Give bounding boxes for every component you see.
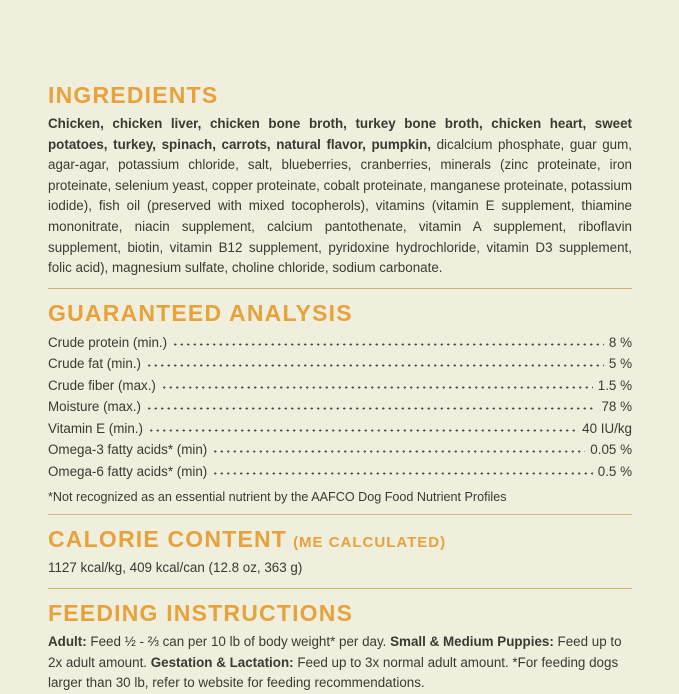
dotted-leader: [172, 333, 604, 347]
ingredients-secondary-list: dicalcium phosphate, guar gum, agar-agar, potassium chloride, salt, blueberries, cranberries, minerals (zinc proteinate, iron proteinate, selenium yeast, copper proteinate, cobalt proteinate, manganese proteinate, potassium iodide), fish oil (preserved with mixed tocopherols), vitamins (vitamin E supplement, thiamine mononitrate, niacin supplement, calcium pantothenate, vitamin A supplement, riboflavin supplement, biotin, vitamin B12 supplement, pyridoxine hydrochloride, vitamin D3 supplement, folic acid), magnesium sulfate, choline chloride, sodium carbonate.: [48, 136, 632, 276]
calorie-content-section: [48, 528, 632, 579]
analysis-row-moisture: [48, 396, 632, 418]
section-divider: [48, 588, 632, 589]
feeding-segment-adult-text: Feed ½ - ⅔ can per 10 lb of body weight* per day.: [86, 633, 391, 649]
analysis-row-value: 0.05 %: [590, 442, 632, 458]
feeding-segment-adult-label: Adult:: [48, 633, 87, 649]
calorie-content-title-text: CALORIE CONTENT: [48, 526, 288, 553]
analysis-row-value: 5 %: [608, 356, 632, 372]
ingredients-title: INGREDIENTS: [48, 82, 219, 108]
section-divider: [48, 514, 632, 515]
dotted-leader: [212, 462, 593, 476]
feeding-segment-gestation-label: Gestation & Lactation:: [150, 654, 294, 670]
feeding-segment-puppies-label: Small & Medium Puppies:: [390, 633, 554, 649]
ingredients-primary-list: Chicken, chicken liver, chicken bone broth, turkey bone broth, chicken heart, sweet potatoes, turkey, spinach, carrots, natural flavor, pumpkin,: [48, 116, 632, 152]
dotted-leader: [161, 376, 593, 390]
analysis-row-label: Vitamin E (min.): [48, 420, 143, 436]
calorie-content-text: 1127 kcal/kg, 409 kcal/can (12.8 oz, 363 g): [48, 560, 303, 576]
feeding-instructions-text: [48, 632, 632, 694]
guaranteed-analysis-title: GUARANTEED ANALYSIS: [48, 299, 353, 326]
analysis-row-value: 78 %: [601, 399, 632, 415]
feeding-segment-puppies-text: Feed up to 2x adult amount.: [48, 633, 622, 670]
ingredients-section: [48, 84, 632, 279]
analysis-row-label: Crude protein (min.): [48, 334, 168, 350]
aafco-footnote: *Not recognized as an essential nutrient by the AAFCO Dog Food Nutrient Profiles: [48, 490, 507, 505]
analysis-row-omega-6: [48, 461, 632, 483]
dotted-leader: [148, 419, 577, 433]
feeding-instructions-title: FEEDING INSTRUCTIONS: [48, 599, 354, 626]
dotted-leader: [212, 440, 585, 454]
analysis-row-label: Omega-3 fatty acids* (min): [48, 442, 208, 458]
feeding-instructions-section: [48, 599, 632, 694]
dotted-leader: [146, 397, 596, 411]
calorie-content-title-suffix: (ME CALCULATED): [293, 534, 447, 552]
section-divider: [48, 288, 632, 289]
dotted-leader: [146, 354, 604, 368]
analysis-row-value: 40 IU/kg: [582, 420, 632, 436]
feeding-segment-gestation-text: Feed up to 3x normal adult amount. *For feeding dogs larger than 30 lb, refer to website for feeding recommendations.: [48, 654, 619, 691]
analysis-row-omega-3: [48, 439, 632, 461]
analysis-row-value: 0.5 %: [597, 463, 632, 479]
analysis-row-crude-fiber: [48, 375, 632, 397]
guaranteed-analysis-section: [48, 299, 632, 506]
analysis-row-crude-fat: [48, 353, 632, 375]
analysis-row-label: Crude fat (min.): [48, 356, 142, 372]
analysis-row-value: 1.5 %: [597, 377, 632, 393]
ingredients-text: [48, 114, 632, 279]
analysis-row-value: 8 %: [608, 334, 632, 350]
analysis-row-vitamin-e: [48, 418, 632, 440]
calorie-content-title: [48, 528, 632, 551]
analysis-row-crude-protein: [48, 332, 632, 354]
analysis-row-label: Crude fiber (max.): [48, 377, 156, 393]
guaranteed-analysis-table: [48, 332, 632, 483]
analysis-row-label: Omega-6 fatty acids* (min): [48, 463, 208, 479]
analysis-row-label: Moisture (max.): [48, 399, 142, 415]
